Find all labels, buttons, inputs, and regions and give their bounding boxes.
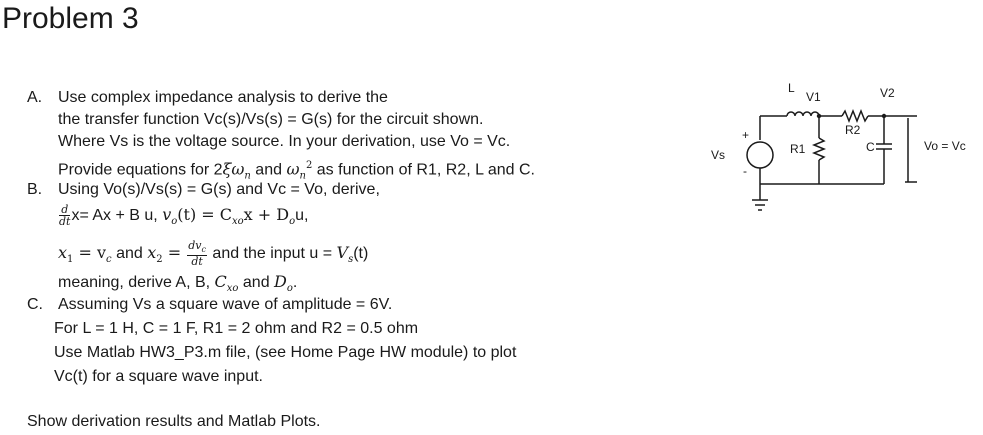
label-R2: R2 (845, 123, 861, 137)
node-v1-dot (817, 114, 821, 118)
part-b-equation-2 (58, 240, 368, 271)
omega-symbol: ω (286, 159, 300, 179)
x1-subscript: 1 (67, 254, 74, 266)
label-V2: V2 (880, 86, 895, 100)
xi-omega-subscript: n (244, 170, 251, 182)
part-b-line-4-end: . (292, 274, 298, 291)
dvc-numerator (187, 240, 207, 256)
page-title: Problem 3 (2, 2, 139, 35)
voltage-source-vs (747, 142, 773, 168)
dvc-numerator-subscript: c (201, 245, 206, 255)
x1-equals: = v (73, 242, 107, 262)
dvc-numerator-text: dv (188, 239, 202, 252)
part-a-marker: A. (27, 89, 43, 106)
part-a-line-1: Use complex impedance analysis to derive the (58, 89, 388, 106)
omega-superscript: 2 (305, 160, 313, 171)
do-symbol-subscript: o (286, 283, 293, 295)
inductor-L (787, 112, 819, 116)
part-c-marker: C. (27, 296, 43, 313)
label-plus: + (742, 128, 750, 142)
part-b-line-4-text: meaning, derive A, B, (58, 274, 215, 291)
state-equation: x= Ax + B u, (71, 207, 163, 224)
part-a-line-2: the transfer function Vc(s)/Vs(s) = G(s) for the circuit shown. (58, 111, 484, 128)
vc-subscript: c (106, 254, 112, 266)
part-c-line-2: For L = 1 H, C = 1 F, R1 = 2 ohm and R2 = 0.5 ohm (54, 320, 419, 337)
cxo-subscript: xo (232, 216, 244, 228)
eq2-end: (t) (353, 244, 369, 262)
part-b-marker: B. (27, 181, 43, 198)
label-L: L (788, 81, 795, 95)
label-V1: V1 (806, 90, 821, 104)
label-R1: R1 (790, 142, 806, 156)
vs-subscript: s (348, 254, 354, 266)
resistor-R2 (842, 111, 868, 121)
output-eq-part: (t) = C (177, 205, 232, 224)
dvc-denominator: dt (191, 255, 203, 269)
output-eq-end: u, (295, 207, 309, 224)
vs-symbol: V (336, 242, 349, 262)
x2-subscript: 2 (156, 254, 163, 266)
derivative-numerator: d (59, 204, 70, 216)
dvc-dt-fraction (187, 240, 207, 267)
do-symbol: D (274, 272, 287, 291)
vo-symbol: v (162, 205, 172, 224)
part-c-line-4: Vc(t) for a square wave input. (54, 368, 263, 385)
omega-subscript: n (299, 170, 306, 182)
do-subscript: o (289, 216, 296, 228)
derivative-denominator: dt (59, 215, 71, 229)
xi-omega-symbol: ξω (222, 159, 245, 179)
part-c-line-3: Use Matlab HW3_P3.m file, (see Home Page HW module) to plot (54, 344, 517, 361)
part-a-line-4-prefix: Provide equations for 2 (58, 161, 223, 179)
cxo-symbol: C (214, 272, 227, 291)
label-minus: - (743, 164, 747, 178)
resistor-R1 (814, 138, 824, 160)
footer-note: Show derivation results and Matlab Plots. (27, 413, 321, 430)
eq2-input-text: and the input u = (207, 244, 337, 262)
part-c-line-1: Assuming Vs a square wave of amplitude = 6V. (58, 296, 393, 313)
eq2-and: and (111, 244, 148, 262)
part-b-equation-1 (58, 204, 308, 233)
label-Vs: Vs (711, 148, 726, 162)
derivative-fraction (59, 204, 70, 227)
part-b-line-1: Using Vo(s)/Vs(s) = G(s) and Vc = Vo, derive, (58, 181, 380, 198)
cxo-symbol-subscript: xo (226, 283, 239, 295)
x2-symbol: x (147, 242, 157, 262)
output-eq-part-2: x + D (243, 205, 290, 224)
vo-subscript: o (171, 216, 178, 228)
part-a-line-4-mid: and (250, 161, 287, 179)
label-C: C (866, 140, 875, 154)
node-v2-dot (882, 114, 886, 118)
x1-symbol: x (58, 242, 68, 262)
part-a-line-3: Where Vs is the voltage source. In your derivation, use Vo = Vc. (58, 133, 511, 150)
label-output: Vo = Vc (924, 139, 966, 153)
x2-equals: = (162, 242, 187, 262)
part-a-line-4-suffix: as function of R1, R2, L and C. (312, 161, 535, 179)
part-b-line-4-and: and (238, 274, 275, 291)
